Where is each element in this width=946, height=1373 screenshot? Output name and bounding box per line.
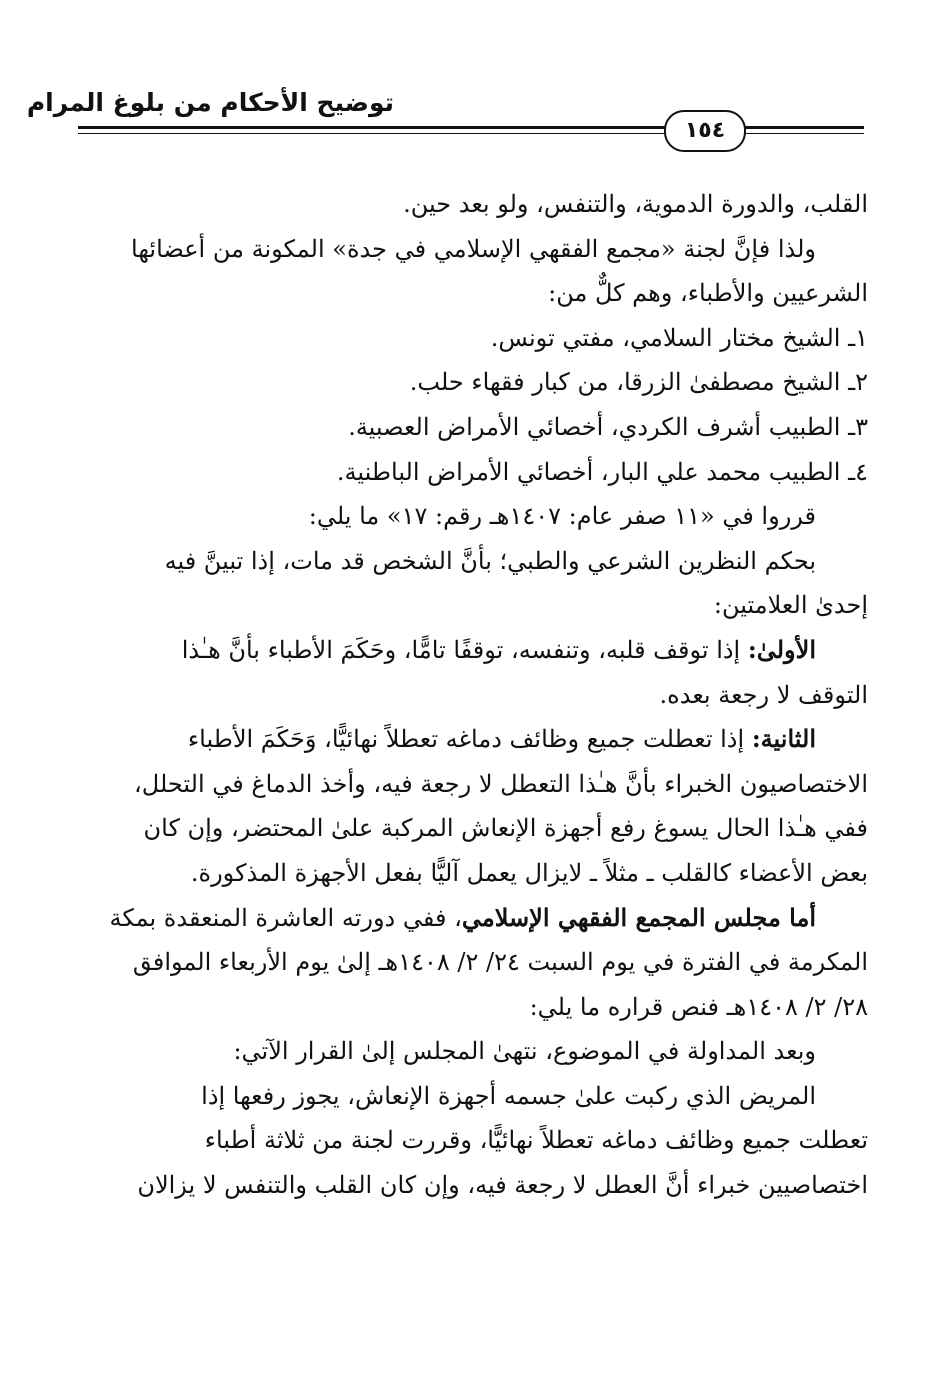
body-text	[80, 182, 868, 1208]
list-item: ١ـ الشيخ مختار السلامي، مفتي تونس.	[490, 323, 868, 352]
text-line: المريض الذي ركبت علىٰ جسمه أجهزة الإنعاش، يجوز رفعها إذا	[201, 1081, 816, 1110]
text-line-content: إذا توقف قلبه، وتنفسه، توقفًا تامًّا، وحَكَمَ الأطباء بأنَّ هـٰذا	[181, 635, 741, 664]
text-line: قرروا في «١١ صفر عام: ١٤٠٧هـ رقم: ١٧» ما يلي:	[308, 502, 816, 531]
text-line	[80, 628, 868, 673]
page-number: ١٥٤	[664, 110, 746, 152]
header-rule-thick	[78, 126, 864, 129]
council-name: أما مجلس المجمع الفقهي الإسلامي	[461, 902, 816, 932]
text-line	[80, 717, 868, 762]
text-line-content: ، ففي دورته العاشرة المنعقدة بمكة	[109, 903, 462, 932]
text-line: القلب، والدورة الدموية، والتنفس، ولو بعد حين.	[403, 190, 868, 218]
header-rule-thin	[78, 133, 864, 134]
book-title: توضيح الأحكام من بلوغ المرام	[26, 88, 394, 117]
text-line-content: إذا تعطلت جميع وظائف دماغه تعطلاً نهائيًّا، وَحَكَمَ الأطباء	[187, 725, 745, 754]
text-line: ففي هـٰذا الحال يسوغ رفع أجهزة الإنعاش المركبة علىٰ المحتضر، وإن كان	[143, 814, 868, 843]
text-line: الشرعيين والأطباء، وهم كلٌّ من:	[548, 279, 868, 308]
text-line: بعض الأعضاء كالقلب ـ مثلاً ـ لايزال يعمل آليًّا بفعل الأجهزة المذكورة.	[190, 858, 868, 887]
second-sign-label: الثانية:	[751, 724, 816, 754]
text-line: إحدىٰ العلامتين:	[713, 591, 868, 620]
text-line: اختصاصيين خبراء أنَّ العطل لا رجعة فيه، وإن كان القلب والتنفس لا يزالان	[137, 1171, 868, 1200]
text-line: ولذا فإنَّ لجنة «مجمع الفقهي الإسلامي في جدة» المكونة من أعضائها	[131, 234, 816, 263]
page-header	[26, 88, 864, 160]
text-line: بحكم النظرين الشرعي والطبي؛ بأنَّ الشخص قد مات، إذا تبينَّ فيه	[164, 546, 816, 575]
list-item: ٤ـ الطبيب محمد علي البار، أخصائي الأمراض الباطنية.	[336, 457, 868, 486]
text-line: ٢٨/ ٢/ ١٤٠٨هـ فنص قراره ما يلي:	[529, 992, 868, 1021]
list-item: ٢ـ الشيخ مصطفىٰ الزرقا، من كبار فقهاء حلب.	[409, 368, 868, 397]
text-line: الاختصاصيون الخبراء بأنَّ هـٰذا التعطل لا رجعة فيه، وأخذ الدماغ في التحلل،	[134, 769, 868, 798]
list-item: ٣ـ الطبيب أشرف الكردي، أخصائي الأمراض العصبية.	[348, 412, 868, 441]
text-line: وبعد المداولة في الموضوع، نتهىٰ المجلس إلىٰ القرار الآتي:	[233, 1037, 816, 1066]
text-line: التوقف لا رجعة بعده.	[659, 680, 868, 709]
first-sign-label: الأولىٰ:	[747, 634, 816, 664]
text-line	[80, 896, 868, 941]
text-line: المكرمة في الفترة في يوم السبت ٢٤/ ٢/ ١٤٠٨هـ إلىٰ يوم الأربعاء الموافق	[132, 948, 868, 977]
text-line: تعطلت جميع وظائف دماغه تعطلاً نهائيًّا، وقررت لجنة من ثلاثة أطباء	[204, 1126, 868, 1155]
